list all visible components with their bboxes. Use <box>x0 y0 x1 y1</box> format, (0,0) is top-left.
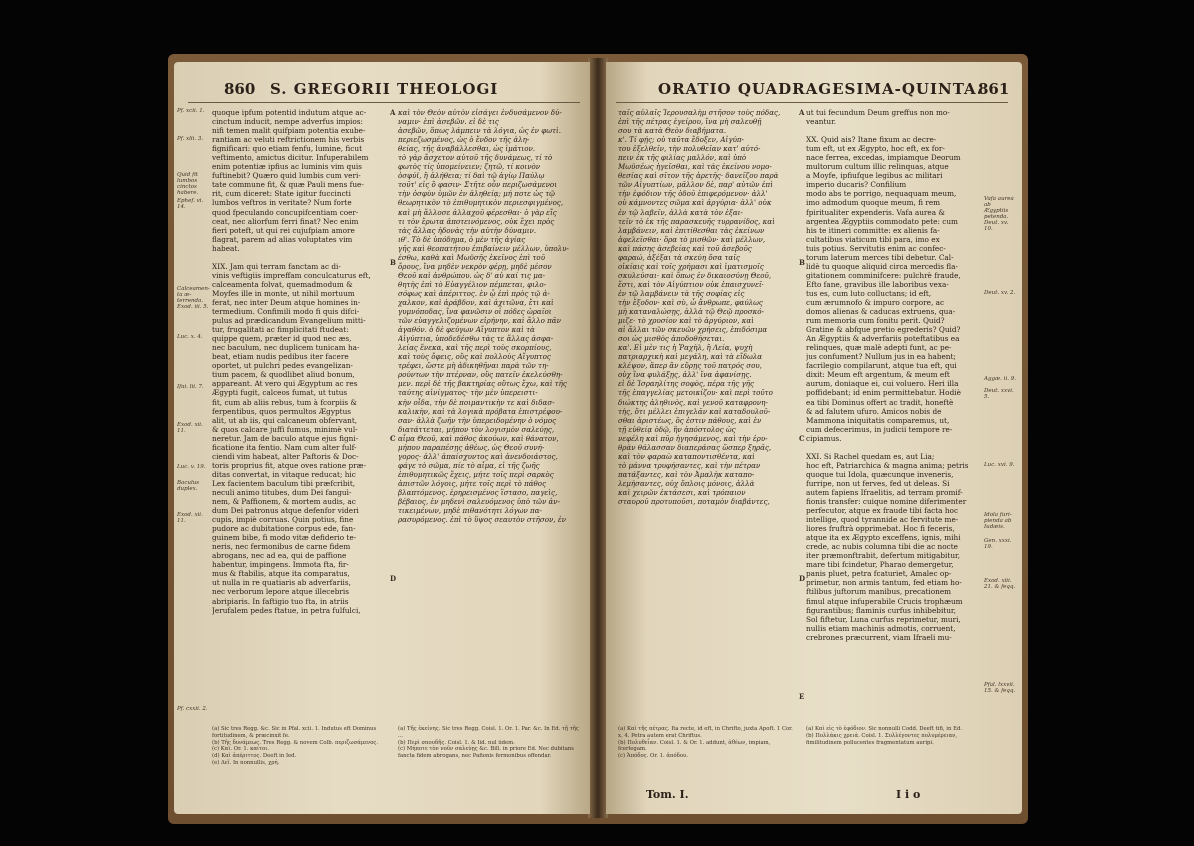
text-line: cultatibus viaticum tibi para, imo ex <box>806 234 940 244</box>
text-line: καὶ τὸν φαραὼ καταποντισθέντα, καὶ <box>618 451 755 461</box>
margin-note: Deut. xv. 10. <box>984 220 1009 232</box>
text-line: φωτὸς τίς ὑπομείνειεν; ζητῶ, τί κοινὸν <box>398 162 541 172</box>
text-line: guinem bibe, fi modo vitæ defiderio te- <box>212 533 357 543</box>
text-line: λεμήσαντες, οὐχ ὅπλοις μόνοις, ἀλλὰ <box>618 478 755 488</box>
text-line: jus confument? Nullum jus in ea habent; <box>806 352 956 362</box>
text-line: ταύτης αἰνίγματος· τὴν μὲν ὑπερειστι- <box>398 388 538 398</box>
text-line: fuftinebit? Quæro quid lumbis cum veri- <box>212 171 361 181</box>
text-line: XX. Quid ais? Itane fixum ac decre- <box>806 135 937 145</box>
text-line: nec verborum lepore atque illecebris <box>212 587 349 597</box>
text-line: cinctum inducit, nempe adverfus impios: <box>212 117 363 127</box>
text-line: cum defecerimus, in judicii tempore re- <box>806 424 953 434</box>
text-line: ut tui fecundum Deum greffus non mo- <box>806 108 950 117</box>
section-letter: D <box>799 574 806 583</box>
text-line: έσθω, καθὰ καὶ Μωϋσῆς ἐκεῖνος ἐπὶ τοῦ <box>398 252 546 262</box>
left-running-head: S. GREGORII THEOLOGI <box>270 80 499 98</box>
text-line: toris proprius fit, atque oves ratione præ- <box>212 460 366 470</box>
text-line: σθαι ἀριστέως, ὃς ἐστιν πάθους, καὶ ἐν <box>618 415 762 425</box>
text-line: τῶν εὐαγγελιζομένων εἰρήνην, καὶ ἄλλο πᾶν <box>398 316 561 326</box>
section-letter: B <box>799 258 805 267</box>
right-running-head: ORATIO QUADRAGESIMA-QUINTA. <box>658 80 983 98</box>
text-line: nem, & Paffionem, & mortem audis, ac <box>212 497 356 507</box>
text-line: Sol fiftetur, Luna curfus reprimetur, muri, <box>806 614 961 624</box>
footnote: (e) Δεῖ. In nonnullis, χρή. <box>212 759 280 766</box>
text-line: primetur, non armis tantum, fed etiam ho- <box>806 578 962 588</box>
left-header-rule <box>188 102 580 103</box>
text-line: Αἰγύπτια, ὑποδεδέσθω τὰς τε ἄλλας ἀσφα- <box>398 334 554 344</box>
text-line: μεν. περὶ δὲ τῆς βακτηρίας οὕτως ἔχω, καὶ τῆς <box>398 379 567 389</box>
text-line: γορος· ἀλλ' ἀπαίσχυντος καὶ ἀνενδοιάστος, <box>398 451 558 461</box>
text-line: autem fapiens Ifraelitis, ad terram promif- <box>806 487 963 497</box>
text-line: ρασυρόμενος. ἐπὶ τὸ ὕψος σεαυτὸν στῆσον, ἐν <box>398 515 566 525</box>
footer-tome: Tom. I. <box>646 788 689 801</box>
text-line: σκυλεύσαι· καὶ ὄπως ἐν δικαιοσύνῃ Θεοῦ, <box>618 270 772 280</box>
right-footnotes-latin <box>806 726 978 746</box>
text-line: ἐν τῷ λαμβάνειν τὰ τῆς σοφίας εἰς <box>618 288 745 298</box>
text-line: his te itineri committe: ex alienis fa- <box>806 225 940 235</box>
left-latin-column <box>212 108 388 615</box>
margin-note: Pfal. lxxvii. 15. & feqq. <box>984 682 1016 694</box>
text-line: ἀπιστῶν λόγοις, μήτε τοῖς περὶ τὸ πάθος <box>398 478 547 488</box>
text-line: a Moyfe, ipfiufque legibus ac militari <box>806 171 943 181</box>
text-line: quippe quem, præter id quod nec æs, <box>212 334 352 344</box>
text-line: cum ærumnofo & impuro corpore, ac <box>806 297 945 307</box>
text-line: βέβαιος, ἐν μηδενὶ σαλευόμενος ὑπὸ τῶν ἀν- <box>398 497 561 507</box>
text-line: μήπου παραπέσῃς ἀθέως, ὡς Θεοῦ συνή- <box>398 442 545 452</box>
text-line: θητὴς ἐπὶ τὸ Εὐαγγέλιον πέμπεται, φιλο- <box>398 279 547 289</box>
margin-note: Deut. xv. 2. <box>984 290 1016 296</box>
text-line: τῇ εὐθείᾳ ὁδῷ, ἣν ἀπόστολος ὡς <box>618 424 736 434</box>
text-line: γῆς καὶ θεοπατήτου ἐπιβαίνειν μέλλων, ὑπολυ- <box>398 243 569 253</box>
text-line: perfecutor, atque ex fraude tibi facta hoc <box>806 506 959 516</box>
text-line: nullis etiam machinis admotis, corruent, <box>806 623 956 633</box>
text-line: πατριαρχικὴ καὶ μεγάλη, καὶ τὰ εἴδωλα <box>618 352 763 362</box>
text-line: θρὰν θάλασσαν διαπεράσας ὥσπερ ξηρᾶς, <box>618 442 772 452</box>
text-line: τὴν ἔξοδον· καὶ σὺ, ὦ ἄνθρωπε, φαύλως <box>618 297 763 307</box>
text-line: cupis, impiè corruas. Quin potius, fine <box>212 515 354 525</box>
text-line: Jerufalem pedes ftatue, in petra fulfulci, <box>212 605 361 615</box>
text-line: τὸ γὰρ ἄσχετον αὐτοῦ τῆς δυνάμεως, τί τὸ <box>398 153 553 163</box>
text-line: σταυροῦ προτυποῦσι, ποταμὸν διαβάντες, <box>618 497 770 507</box>
text-line: Mammona iniquitatis comparemus, ut, <box>806 415 950 425</box>
text-line: crebrones præcurrent, viam Ifraeli mu- <box>806 632 952 642</box>
text-line: lidè tu quoque aliquid circa mercedis fla- <box>806 261 958 271</box>
section-letter: D <box>390 574 397 583</box>
text-line: τεῖν τὸ ἐκ τῆς παρασκευῆς τυρρανίδος, καὶ <box>618 216 775 226</box>
text-line: καὶ πάσης ἀσεβείας καὶ τοῦ ἀσεβοῦς <box>618 243 752 253</box>
text-line: σόφως καὶ ἀπέριττος. ἐν ᾧ ἐπὶ πρὸς τῷ ἀ- <box>398 288 550 298</box>
text-line: & quos calcare juffi fumus, minimè vul- <box>212 424 358 434</box>
text-line: tum eft, ut ex Ægypto, hoc eft, ex for- <box>806 144 945 154</box>
text-line: facrilegio compilarunt, atque tua eft, qui <box>806 361 957 371</box>
text-line: neretur. Jam de baculo atque ejus figni- <box>212 433 359 443</box>
text-line: fionis transfer: cuique nomine diferimenter <box>806 497 967 507</box>
text-line: tate commune fit, & quæ Pauli mens fue- <box>212 180 364 190</box>
text-line: torum laterum merces tibi debetur. Cal- <box>806 252 954 262</box>
section-letter: E <box>799 692 805 701</box>
footnote: (b) Πολλάκις χρειά. Coisl. 1. Συλλέγοντες πολυμέρειαν, fimilitudinem pollucentes fragmentatum auripi. <box>806 732 958 746</box>
text-line <box>806 443 978 452</box>
text-line: intellige, quod tyrannide ac fervitute me- <box>806 515 959 525</box>
text-line: ἀγαθόν. ὁ δὲ φεύγων Αἴγυπτον καὶ τὰ <box>398 325 535 335</box>
text-line: τὴν ἐφόδιον τῆς ὁδοῦ ἐπιφερόμενον· ἀλλ' <box>618 189 768 199</box>
text-line: φάγε τὸ σῶμα, πίε τὸ αἷμα, εἰ τῆς ζωῆς <box>398 460 540 470</box>
text-line: διώκτης ἀληθινὸς, καὶ γενοῦ καταφρονη- <box>618 397 768 407</box>
text-line: rum memoria cum fonitu perit. Quid? <box>806 316 945 326</box>
text-line: πειν ἐκ τῆς φιλίας μαλλόν, καὶ ὑπὸ <box>618 153 747 163</box>
text-line: ρούντων τὴν πτέρναν, οὓς πατεῖν ἐκελεύσθη- <box>398 370 563 380</box>
text-line: ταῖς αὐλαῖς Ἱερουσαλὴμ στῆσον τοὺς πόδας, <box>618 108 781 117</box>
text-line: domos alienas & caducas extruens, qua- <box>806 307 956 317</box>
text-line: multorum cultum illic relinquas, atque <box>806 162 949 172</box>
text-line: beat, etiam nudis pedibus iter facere <box>212 352 349 362</box>
section-letter: C <box>390 434 396 443</box>
text-line: imperio ducaris? Confilium <box>806 180 907 190</box>
text-line: κὴν οἶδα, τὴν δὲ ποιμαντικὴν τε καὶ διδασ- <box>398 397 555 407</box>
text-line: dixit: Meum eft argentum, & meum eft <box>806 370 950 380</box>
left-footnotes-greek <box>398 726 584 760</box>
text-line: λαμβάνειν, καὶ ἐπιτίθεσθαι τὰς ἐκείνων <box>618 225 765 235</box>
text-line: του ἐξελθεῖν, τὴν πολυθεῖαν κατ' αὐτό- <box>618 144 761 154</box>
text-line: XXI. Si Rachel quedam es, aut Lia; <box>806 451 935 461</box>
text-line: argentea Ægyptiis commodato pete: cum <box>806 216 958 226</box>
text-line: quod fpeculando concupifcentiam coer- <box>212 207 359 217</box>
margin-note: Ifai. lii. 7. <box>177 384 204 390</box>
text-line: καὶ μὴ ἄλλοσε ἀλλαχοῦ φέρεσθαι· ὁ γὰρ εἴς <box>398 207 557 217</box>
footnote: (a) Sic tres Regg. &c. Sic in Pfal. xcii. 1. Indutus eft Dominus fortitudinem, & præcinxit fe. <box>212 726 377 739</box>
text-line: dum Dei patronus atque defenfor videri <box>212 506 359 516</box>
text-line <box>806 126 978 135</box>
section-letter: B <box>390 258 396 267</box>
text-line: καὶ τὸν Θεὸν αὐτὸν εἰσάγει ἐνδυσάμενον δύ- <box>398 108 562 117</box>
text-line: atque ita ex Ægypto exceffens, ignis, mihi <box>806 533 961 543</box>
section-letter: A <box>390 108 396 117</box>
text-line: τρέφει, ὥστε μὴ ἀδικηθῆναι παρὰ τῶν τη- <box>398 361 549 371</box>
text-line: θεωρητικὸν τὸ ἐπιθυμητικὸν περιεσφιγμένος, <box>398 198 564 208</box>
text-line: Efto fane, gravibus ille laboribus vexa- <box>806 279 949 289</box>
text-line: κ'. Τί φῄς; οὐ ταῦτα ἔδοξεν, Αἰγύπ- <box>618 135 744 145</box>
text-line: ut nulla in re quatiaris ab adverfariis, <box>212 578 351 588</box>
open-book <box>168 54 1028 824</box>
text-line: ναμιν· ἐπὶ ἀσεβῶν. εἰ δὲ τις <box>398 117 499 127</box>
text-line: διατάττεται, μήπον τὸν λογισμὸν σαλεύῃς, <box>398 424 555 434</box>
book-gutter <box>588 58 608 818</box>
text-line: οὐχ ἵνα φυλάξῃς, ἀλλ' ἵνα ἀφανίσῃς. <box>618 370 752 380</box>
text-line: fit, cum ab aliis rebus, tum à fcorpiis & <box>212 397 357 407</box>
text-line: ferpentibus, quos permultos Ægyptus <box>212 406 352 416</box>
text-line: Lex facientem baculum tibi præfcribit, <box>212 478 356 488</box>
text-line: Gratine & abfque pretio egrederis? Quid? <box>806 325 961 335</box>
text-line: Moyfes ille in monte, ut nihil mortuum <box>212 288 355 298</box>
text-line: calceamenta folvat, quemadmodum & <box>212 279 353 289</box>
text-line: τὸ μάννα τρυφήσαντες, καὶ τὴν πέτραν <box>618 460 761 470</box>
margin-note: Gen. xxxi. 19. <box>984 538 1012 550</box>
footnote: (c) Ἀπόδος. Or. 1. ἀπόδου. <box>618 753 688 760</box>
margin-note: Luc. xvi. 9. <box>984 462 1015 468</box>
text-line: Θεοῦ καὶ ἀνθρώπου. ὡς δ' αὐ καί τις μα- <box>398 270 546 280</box>
margin-note: Vafa aurea ab Ægyptiis petenda. <box>984 196 1014 220</box>
text-line: furripe, non ut ferves, fed ut deleas. Si <box>806 478 950 488</box>
text-line: οἰκίαις καὶ τοῖς χρήμασι καὶ ἱματισμοῖς <box>618 261 764 271</box>
text-line: τι τὸν ἔρωτα ἀποτεινόμενος, οὐκ ἔχει πρὸς <box>398 216 555 226</box>
text-line: βλαπτόμενος. ἐρηρεισμένος ἵστασο, παγεὶς, <box>398 487 558 497</box>
margin-note: Exod. xiii. 21. & feqq. <box>984 578 1016 590</box>
text-line: σοι ὡς μισθὸς ἀποδοθήσεται. <box>618 334 725 344</box>
margin-note: Pf. cxxii. 2. <box>177 706 208 712</box>
text-line: τικειμένων, μηδὲ πιθανότητι λόγων πα- <box>398 506 542 516</box>
text-line: lumbos veftros in veritate? Num forte <box>212 198 352 208</box>
text-line: mus & ftabilis, atque ita comparatus, <box>212 569 350 579</box>
left-greek-column <box>398 108 584 524</box>
text-line: καὶ τοὺς ὄφεις, οὓς καὶ πολλοὺς Αἴγυπτος <box>398 352 551 362</box>
margin-note: Calceamenta æterrenda. <box>177 286 210 304</box>
text-line: ceat, nec aliorfum ferri finat? Nec enim <box>212 216 359 226</box>
text-line: XIX. Jam qui terram fanctam ac di- <box>212 261 341 271</box>
text-line: aurum, doniaque ei, cui voluero. Heri illa <box>806 379 959 389</box>
text-line: τὰς ἄλλας ἡδονὰς τὴν αὐτὴν δύναμιν. <box>398 225 537 235</box>
text-line: ἀφελεῖσθαι· ὅρα τὸ μισθῶν· καὶ μέλλων, <box>618 234 766 244</box>
text-line: ιθ'. Τὸ δὲ ὑπόδημα, ὁ μὲν τῆς ἁγίας <box>398 234 526 244</box>
text-line: rantiam ac veluti reftrictionem his verbis <box>212 135 365 145</box>
text-line: σου τὰ κατὰ Θεὸν διαβήματα. <box>618 126 727 136</box>
margin-note: Exod. xii. 11. <box>177 512 203 524</box>
text-line: πατάξαντες, καὶ τὸν Ἀμαλὴκ καταπο- <box>618 469 755 479</box>
text-line: αἷμα Θεοῦ, καὶ πάθος ἀκούων, καὶ θάνατον, <box>398 433 559 443</box>
text-line: μὴ καταναλώσῃς, ἀλλὰ τῷ Θεῷ προσκό- <box>618 307 764 317</box>
text-line: enim potentiæ ipfius ac luminis vim quis <box>212 162 362 172</box>
margin-note: Baculus duplex. <box>177 480 200 492</box>
footnote: (b) Πολυθεΐαν. Coisl. 1. & Or. 1. addunt, ἀθέων, impiam, fcerlegam. <box>618 739 771 753</box>
text-line: ἔστι, καὶ τὸν Αἰγύπτιον οὐκ ἐπαισχυνεῖ· <box>618 279 764 289</box>
text-line: crede, ac nubis columna tibi die ac nocte <box>806 542 958 552</box>
text-line: imo admodum quoque meum, fi rem <box>806 198 941 208</box>
text-line: alit, ut ab iis, qui calcaneum obfervant, <box>212 415 358 425</box>
text-line: veftimento, amictus dicitur. Infuperabilem <box>212 153 369 163</box>
text-line: θείας, τῆς ἀναβάλλεσθαι, ὡς ἱμάτιον. <box>398 144 536 154</box>
margin-note: Pf. xcii. 1. <box>177 108 205 114</box>
footnote: (b) Τῆς δυνάμεως. Tres Regg. & novem Colb. περιζωσάμενος. <box>212 739 379 746</box>
text-line: hoc eft, Patriarchica & magna anima; petris <box>806 460 969 470</box>
text-line: poffidebant; id enim permittebatur. Hodiè <box>806 388 961 398</box>
text-line: pulus ad prædicandum Evangelium mitti- <box>212 316 366 326</box>
text-line: liores fruftrà opprimebat. Hoc fi feceris, <box>806 524 955 534</box>
text-line: abripiaris. In faftigio tuo fta, in atriis <box>212 596 349 606</box>
text-line: ea tibi Dominus offert ac tradit, honeftè <box>806 397 954 407</box>
text-line: κα'. Εἰ μὲν τις ἡ Ῥαχὴλ, ἢ Λεία, ψυχὴ <box>618 343 753 353</box>
section-letter: A <box>799 108 805 117</box>
text-line: quoque tui Idola, quæcunque inveneris, <box>806 469 954 479</box>
text-line: οὐ κάμνοντες σῶμα καὶ ἀργύρια· ἀλλ' οὐκ <box>618 198 772 208</box>
text-line: habeat. <box>212 243 240 253</box>
text-line: θεσίας καὶ σῖτον τῆς ἀρετῆς· δανεῖζου παρὰ <box>618 171 779 181</box>
right-page <box>606 62 1022 814</box>
text-line: fimul atque infuperabile Crucis trophæum <box>806 596 963 606</box>
text-line: περιεζωσμένος, ὡς ὁ ἔνδον τῆς ἀλη- <box>398 135 530 145</box>
right-greek-column <box>618 108 798 506</box>
margin-note: Quid fit lumbos cinctos habere. <box>177 172 199 196</box>
text-line: tus es, cum luto colluctans; id eft, <box>806 288 932 298</box>
text-line: tium pacem, & quodlibet aliud bonum, <box>212 370 355 380</box>
text-line: tuis potius. Servitutis enim ac confec- <box>806 243 946 253</box>
text-line: relinques, quæ malè adepti funt, ac pe- <box>806 343 952 353</box>
text-line: iter præmonftrabit, defertum mitigabitur, <box>806 551 961 561</box>
right-latin-column <box>806 108 978 642</box>
text-line: λείας ἕνεκα, καὶ τῆς περὶ τοὺς σκορπίους, <box>398 343 552 353</box>
footnote: (a) Καὶ εἰς τὸ ἐφόδιον. Sic nonnulli Codd. Deeft tifi, in Ed. <box>806 726 963 732</box>
text-line: αἱ ἄλλαι τῶν σκευῶν χρήσεις, ἐπιδόσιμα <box>618 325 768 335</box>
text-line: τῆς ἐπαγγελίας μετοικίζου· καὶ περὶ τοῦτο <box>618 388 773 398</box>
margin-note: Idola furipienda ab Iudæis. <box>984 512 1012 530</box>
footnote: (c) Καὶ. Or. 1. καίτοι. <box>212 746 270 753</box>
text-line <box>212 253 388 262</box>
right-header-rule <box>616 102 1008 103</box>
margin-note: Deut. xxvi. 5. <box>984 388 1014 400</box>
text-line: ficatione ita fentio. Nam cum alter fulf- <box>212 442 357 452</box>
text-line: vinis veftigiis impreffam conculcaturus eft, <box>212 270 371 280</box>
text-line: ditas convertat, in vitaque reducat; hic <box>212 469 356 479</box>
text-line: modo abs te porrigo, nequaquam meum, <box>806 189 957 199</box>
text-line: nace ferrea, excedas, impiamque Deorum <box>806 153 961 163</box>
text-line: rit, cum diceret: State igitur fuccincti <box>212 189 351 199</box>
footnote: (b) Περὶ σπουδῆς. Coisl. 1. & Iid. nul iidem. <box>398 739 515 746</box>
left-page <box>174 62 590 814</box>
text-line: τοῦτ' εἰς ὃ φασιν· Στῆτε οὖν περιζωσάμενοι <box>398 180 557 190</box>
text-line: mare tibi fcindetur, Pharao demergetur, <box>806 560 954 570</box>
text-line: tur, frugalitati ac fimplicitati ftudeat: <box>212 325 349 335</box>
text-line: ἀσεβῶν, ὅπως λάμπειν τὰ λόγια, ὡς ἐν φωτὶ. <box>398 126 561 136</box>
footnote: (c) Μήποτε τὸν νοῦν σαλεύῃς &c. Bill. in priore Ed. Nec dubitans fancta fidem abrogans, nec Pafionis fermonibus offendar. <box>398 746 574 760</box>
left-footnotes-latin <box>212 726 388 767</box>
text-line: abrogans, nec ad ea, qui de paffione <box>212 551 347 561</box>
text-line: & ad falutem ufuro. Amicos nobis de <box>806 406 942 416</box>
footnote: (a) Τῆς ἐκείνης. Sic tres Regg. Coisl. 1. Or. 1. Par. &c. In Ed. τῇ τῆς ... <box>398 726 579 739</box>
margin-note: Exod. iii. 5. <box>177 304 209 310</box>
text-line: Ægypti fugit, calceos fumat, ut tutus <box>212 388 348 398</box>
text-line: ἐν τῷ λαβεῖν, ἀλλὰ κατὰ τὸν ἐξαι- <box>618 207 743 217</box>
text-line: veantur. <box>806 117 837 127</box>
text-line: An Ægyptiis & adverfariis poteftatibus ea <box>806 334 960 344</box>
text-line: καλικὴν, καὶ τὰ λογικὰ πρόβατα ἐπιστρέφου- <box>398 406 563 416</box>
text-line: ὀσφύϊ, ἢ ἀλήθεια; τί δαὶ τῷ ἁγίῳ Παύλῳ <box>398 171 545 181</box>
text-line: nifi temen malit quifpiam potentia exube- <box>212 126 366 136</box>
text-line: gitationem comminifcere: pulchrè fraude, <box>806 270 961 280</box>
text-line: panis pluet, petra fcaturiet, Amalec op- <box>806 569 952 579</box>
text-line: τῶν Αἰγυπτίων, μᾶλλον δὲ, παρ' αὐτῶν ἐπὶ <box>618 180 773 190</box>
text-line: κλέψον, ἅπερ ἂν εὕρῃς τοῦ πατρός σου, <box>618 361 762 371</box>
text-line: neculi animo titubes, dum Dei fanguì- <box>212 487 352 497</box>
text-line: nec baculum, nec duplicem tunicam ha- <box>212 343 360 353</box>
text-line: νεφέλη καὶ πῦρ ἡγησάμενος, καὶ τὴν ἐρυ- <box>618 433 768 443</box>
text-line: τὴν ὀσφὺν ὑμῶν ἐν ἀληθείᾳ; μή ποτε ὡς τῷ <box>398 189 555 199</box>
text-line: ἐπιθυμητικῶς ἔχεις, μήτε τοῖς περὶ σαρκὸς <box>398 469 554 479</box>
section-letter: C <box>799 434 805 443</box>
footnote: (d) Καὶ ἀπέριττος. Deeft in Ied. <box>212 753 297 760</box>
margin-note: Ephef. vi. 14. <box>177 198 204 210</box>
text-line: μιζε· τὸ χρυσίον καὶ τὸ ἀργύριον, καὶ <box>618 316 754 326</box>
text-line: γυμνόποδας, ἵνα φανῶσιν οἱ πόδες ὡραῖοι <box>398 307 552 317</box>
right-page-number: 861 <box>978 80 1010 98</box>
right-footnotes-greek <box>618 726 798 760</box>
text-line: καὶ χειρῶν ἐκτάσεσι, καὶ τρόπαιον <box>618 487 746 497</box>
text-line: fpiritualiter expenderis. Vafa aurea & <box>806 207 945 217</box>
text-line: oportet, ut pulchri pedes evangelizan- <box>212 361 353 371</box>
margin-note: Exod. xii. 11. <box>177 422 203 434</box>
text-line: ferat, nec inter Deum atque homines in- <box>212 297 361 307</box>
text-line: termedium. Confimili modo fi quis difci- <box>212 307 360 317</box>
text-line: ftilibus juftorum manibus, precationem <box>806 587 952 597</box>
margin-note: Luc. v. 19. <box>177 464 206 470</box>
text-line: pudore ac dubitatione corpus ede, fan- <box>212 524 356 534</box>
margin-note: Aggæ. ii. 9. <box>984 376 1016 382</box>
text-line: flagrat, parem ad alias voluptates vim <box>212 234 353 244</box>
text-line: φαραώ, ἀξέξαι τὰ σκεύη ὅσα ταῖς <box>618 252 740 262</box>
text-line: χαλκον, καὶ ἀράβδον, καὶ ἀχιτῶνα, ἔτι καὶ <box>398 297 554 307</box>
text-line: εἰ δὲ Ἰσραηλίτης σοφὸς, πέρα τῆς γῆς <box>618 379 754 389</box>
text-line: τὴς, ὅτι μέλλει ἐπιγελᾶν καὶ καταδουλοῦ- <box>618 406 771 416</box>
footnote: (a) Καὶ τῆς πέτρας. Ita recte, id eft, in Chrifto, juxta Apoft. 1 Cor. x. 4. Petra autem erat Chriftus. <box>618 726 793 739</box>
text-line: cipiamus. <box>806 433 842 443</box>
margin-note: Pf. xlii. 3. <box>177 136 204 142</box>
left-page-number: 860 <box>224 80 256 98</box>
text-line: ciendi vim habeat, alter Paftoris & Doc- <box>212 451 359 461</box>
text-line: quoque ipfum potentid indutum atque ac- <box>212 108 367 117</box>
margin-note: Luc. x. 4. <box>177 334 203 340</box>
text-line: ἐπὶ τῆς πέτρας ἐγείρου, ἵνα μὴ σαλευθῇ <box>618 117 762 127</box>
text-line: fieri poteft, ut qui rei cujufpiam amore <box>212 225 355 235</box>
text-line: σαν· ἀλλὰ ζωῆν τὴν ὑπερειδομένην ὁ νόμος <box>398 415 557 425</box>
text-line: fignificari: quo etiam fenfu, lumine, ficut <box>212 144 363 154</box>
text-line: figurantibus; flaminis curfus inhibebitur, <box>806 605 956 615</box>
text-line: neris, nec fermonibus de carne fidem <box>212 542 351 552</box>
text-line: appareant. At vero qui Ægyptum ac res <box>212 379 358 389</box>
text-line: Μωϋσέως ἡγεῖσθαι, καὶ τὰς ἐκείνου νομο- <box>618 162 772 172</box>
text-line: ὄρους, ἵνα μηδὲν νεκρὸν φέρῃ, μηδὲ μέσον <box>398 261 552 271</box>
footer-signature: I i o <box>896 788 921 801</box>
text-line: habentur, impingens. Immota fta, fir- <box>212 560 349 570</box>
